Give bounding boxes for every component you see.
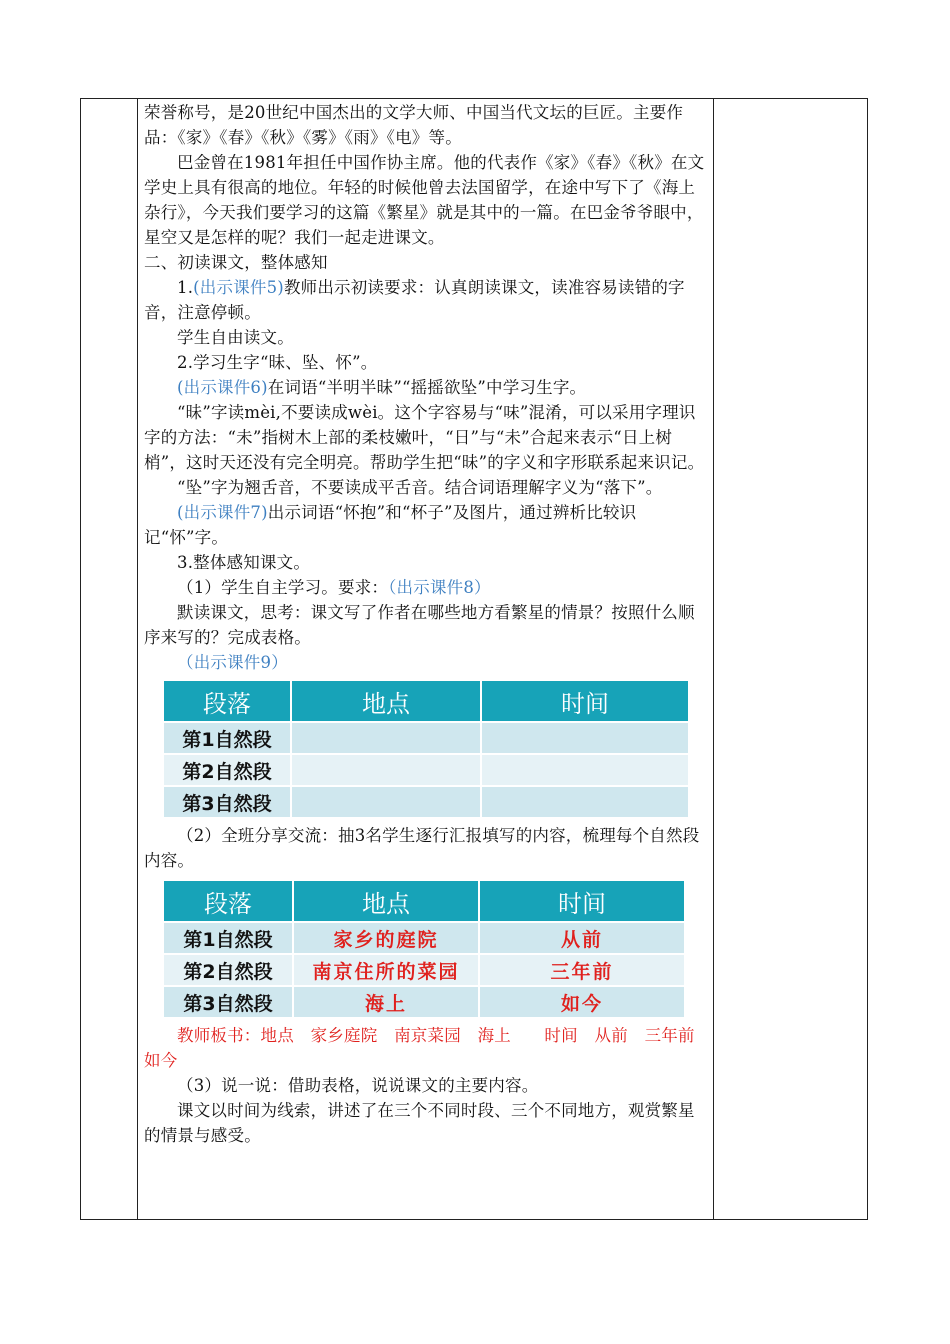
table1-cell-time — [482, 721, 688, 753]
courseware-tag-7: (出示课件7) — [177, 503, 268, 522]
table-row — [164, 953, 684, 985]
section-heading: 二、初读课文，整体感知 — [144, 253, 328, 272]
courseware-tag-9: （出示课件9） — [177, 653, 288, 672]
step3-1-paragraph — [144, 575, 706, 600]
lesson-content — [144, 100, 712, 1148]
empty-table — [164, 681, 688, 817]
courseware-tag-6: (出示课件6) — [177, 378, 268, 397]
table2-header-place: 地点 — [294, 881, 480, 921]
table-row — [164, 985, 684, 1017]
courseware-tag-5: (出示课件5) — [193, 278, 284, 297]
table2-cell-time: 从前 — [480, 921, 684, 953]
step3-1-text: （1）学生自主学习。要求： — [177, 578, 389, 597]
intro-paragraph: 荣誉称号，是20世纪中国杰出的文学大师、中国当代文坛的巨匠。主要作品：《家》《春》《秋》《雾》《雨》《电》等。 — [144, 103, 684, 147]
table2-header-segment: 段落 — [164, 881, 294, 921]
table1-cell-place — [292, 721, 482, 753]
step3-title: 3.整体感知课文。 — [177, 553, 311, 572]
table2-cell-segment: 第2自然段 — [164, 953, 294, 985]
student-read: 学生自由读文。 — [177, 328, 294, 347]
table1-cell-place — [292, 753, 482, 785]
table1-cell-segment: 第3自然段 — [164, 785, 292, 817]
table1-cell-time — [482, 785, 688, 817]
table1-header-time: 时间 — [482, 681, 688, 721]
table2-cell-place: 南京住所的菜园 — [294, 953, 480, 985]
summary-paragraph: 课文以时间为线索，讲述了在三个不同时段、三个不同地方，观赏繁星的情景与感受。 — [144, 1101, 695, 1145]
table-row — [164, 785, 688, 817]
table1-cell-time — [482, 753, 688, 785]
teacher-board-text: 教师板书：地点 家乡庭院 南京菜园 海上 时间 从前 三年前 如今 — [144, 1026, 712, 1070]
step1-number: 1. — [177, 278, 194, 297]
step3-2-paragraph: （2）全班分享交流：抽3名学生逐行汇报填写的内容，梳理每个自然段内容。 — [144, 826, 700, 870]
mei-paragraph: “昧”字读mèi,不要读成wèi。这个字容易与“味”混淆，可以采用字理识字的方法：“未”指树木上部的柔枝嫩叶，“日”与“未”合起来表示“日上树梢”，这时天还没有完全明亮。帮助学生把“昧”的字义和字形联系起来识记。 — [144, 403, 705, 472]
courseware-tag-8: （出示课件8） — [388, 578, 491, 597]
column-divider-left — [137, 99, 138, 1219]
table1-cell-segment: 第1自然段 — [164, 721, 292, 753]
answer-table — [164, 881, 684, 1017]
table2-cell-place: 海上 — [294, 985, 480, 1017]
table2-header-time: 时间 — [480, 881, 684, 921]
step2a-paragraph — [144, 375, 706, 400]
table-row — [164, 921, 684, 953]
table2-cell-segment: 第3自然段 — [164, 985, 294, 1017]
table2-cell-segment: 第1自然段 — [164, 921, 294, 953]
table1-header-segment: 段落 — [164, 681, 292, 721]
step2c-text: 出示词语“怀抱”和“杯子”及图片，通过辨析比较识记“怀”字。 — [144, 503, 637, 547]
bajin-paragraph: 巴金曾在1981年担任中国作协主席。他的代表作《家》《春》《秋》在文学史上具有很高的地位。年轻的时候他曾去法国留学，在途中写下了《海上杂行》，今天我们要学习的这篇《繁星》就是其中的一篇。在巴金爷爷眼中，星空又是怎样的呢？我们一起走进课文。 — [144, 153, 705, 247]
step3-3-paragraph: （3）说一说：借助表格，说说课文的主要内容。 — [177, 1076, 539, 1095]
step2a-text: 在词语“半明半昧”“摇摇欲坠”中学习生字。 — [267, 378, 587, 397]
table1-header-place: 地点 — [292, 681, 482, 721]
step2c-paragraph — [144, 500, 706, 550]
table-row — [164, 753, 688, 785]
think-paragraph: 默读课文，思考：课文写了作者在哪些地方看繁星的情景？按照什么顺序来写的？完成表格。 — [144, 603, 695, 647]
table2-cell-time: 三年前 — [480, 953, 684, 985]
table-row — [164, 721, 688, 753]
table2-cell-place: 家乡的庭院 — [294, 921, 480, 953]
step2-title: 2.学习生字“昧、坠、怀”。 — [177, 353, 378, 372]
table1-cell-place — [292, 785, 482, 817]
column-divider-right — [713, 99, 714, 1219]
zhui-paragraph: “坠”字为翘舌音，不要读成平舌音。结合词语理解字义为“落下”。 — [177, 478, 663, 497]
step1-text: 教师出示初读要求：认真朗读课文，读准容易读错的字音，注意停顿。 — [144, 278, 685, 322]
table2-cell-time: 如今 — [480, 985, 684, 1017]
step1-paragraph — [144, 275, 706, 325]
table1-cell-segment: 第2自然段 — [164, 753, 292, 785]
